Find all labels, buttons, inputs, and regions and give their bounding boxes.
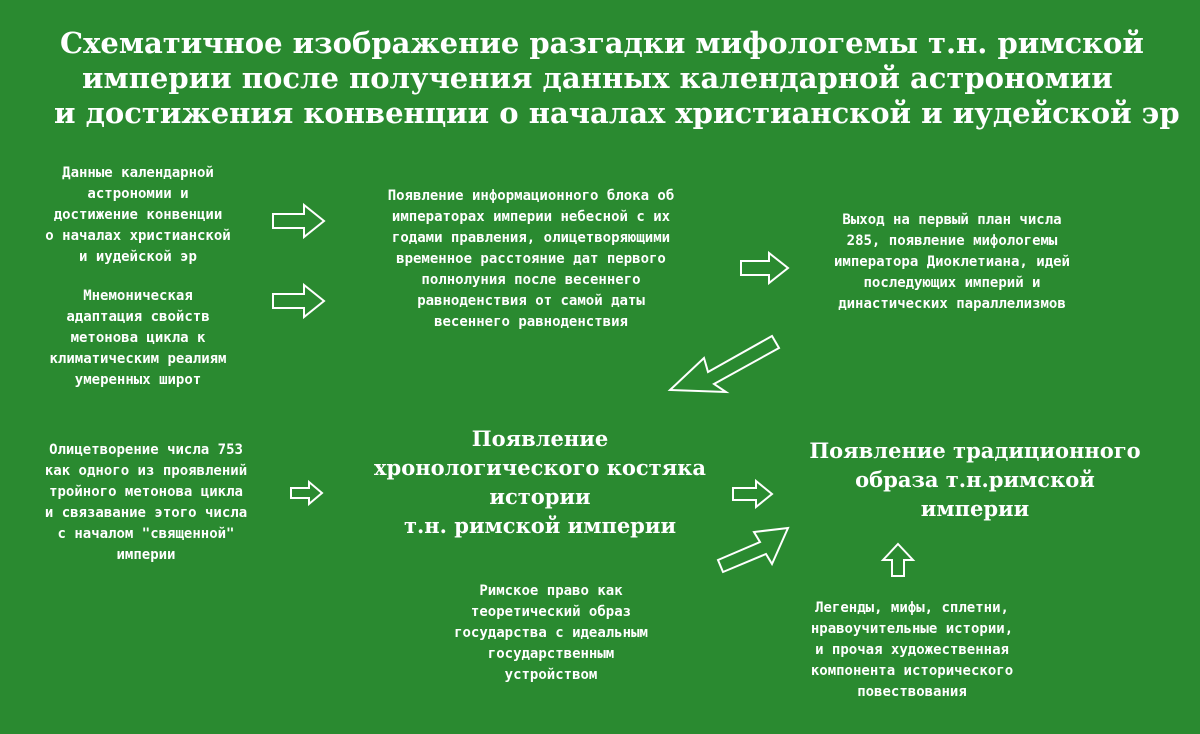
block-number-285: [792, 210, 1112, 315]
block-line: империи: [920, 496, 1030, 521]
block-line: т.н. римской империи: [403, 513, 677, 538]
title-line-3: и достижения конвенции о началах христианской и иудейской эр: [54, 96, 1180, 130]
block-line: повествования: [857, 684, 967, 700]
block-line: Выход на первый план числа: [842, 212, 1062, 228]
block-info-block: [328, 186, 734, 333]
block-line: Легенды, мифы, сплетни,: [815, 600, 1009, 616]
block-line: Появление информационного блока об: [387, 188, 675, 204]
block-roman-law: [426, 581, 676, 686]
block-line: государственным: [487, 646, 615, 662]
block-line: Появление: [471, 426, 609, 451]
block-line: истории: [489, 484, 591, 509]
block-line: образа т.н.римской: [855, 467, 1095, 492]
block-legends: [762, 598, 1062, 703]
block-number-753: [12, 440, 280, 566]
block-line: метонова цикла к: [70, 330, 206, 346]
block-line: императорах империи небесной с их: [391, 209, 671, 225]
right-arrow-icon: [740, 251, 790, 285]
diagram-title: [30, 26, 1180, 131]
block-line: умеренных широт: [74, 372, 202, 388]
block-line: и прочая художественная: [815, 642, 1009, 658]
block-line: с началом "священной": [57, 526, 235, 542]
block-line: и иудейской эр: [78, 249, 197, 265]
block-line: государства с идеальным: [454, 625, 648, 641]
block-line: 285, появление мифологемы: [846, 233, 1058, 249]
block-line: временное расстояние дат первого: [396, 251, 666, 267]
block-line: как одного из проявлений: [44, 463, 248, 479]
block-line: полнолуния после весеннего: [421, 272, 641, 288]
block-line: астрономии и: [87, 186, 189, 202]
block-line: тройного метонова цикла: [49, 484, 243, 500]
block-line: нравоучительные истории,: [810, 621, 1014, 637]
block-calendar-astronomy: [18, 163, 258, 268]
block-line: империи: [116, 547, 176, 563]
block-line: Появление традиционного: [809, 438, 1141, 463]
right-arrow-icon: [272, 203, 326, 239]
block-chronological-core: [340, 424, 740, 540]
block-line: климатическим реалиям: [49, 351, 227, 367]
block-line: и связавание этого числа: [44, 505, 248, 521]
block-line: теоретический образ: [470, 604, 632, 620]
block-line: весеннего равноденствия: [434, 314, 628, 330]
block-line: Данные календарной: [62, 165, 214, 181]
block-line: устройством: [504, 667, 598, 683]
block-line: адаптация свойств: [66, 309, 210, 325]
block-mnemonic-adaptation: [8, 286, 268, 391]
title-line-2: империи после получения данных календарной астрономии: [82, 61, 1113, 95]
block-line: императора Диоклетиана, идей: [833, 254, 1070, 270]
up-arrow-icon: [881, 543, 915, 577]
block-line: равноденствия от самой даты: [417, 293, 645, 309]
right-arrow-icon: [272, 283, 326, 319]
diagonal-arrow-icon: [668, 334, 782, 394]
block-traditional-image: [780, 436, 1170, 523]
block-line: хронологического костяка: [374, 455, 706, 480]
block-line: годами правления, олицетворяющими: [391, 230, 671, 246]
right-arrow-icon: [290, 481, 324, 505]
block-line: компонента исторического: [810, 663, 1014, 679]
block-line: Олицетворение числа 753: [49, 442, 243, 458]
block-line: последующих империй и: [863, 275, 1041, 291]
block-line: достижение конвенции: [53, 207, 223, 223]
block-line: династических параллелизмов: [838, 296, 1066, 312]
block-line: Римское право как: [479, 583, 623, 599]
right-arrow-icon: [732, 480, 774, 508]
block-line: Мнемоническая: [83, 288, 193, 304]
title-line-1: Схематичное изображение разгадки мифологемы т.н. римской: [60, 26, 1144, 60]
diagonal-arrow-icon: [716, 526, 790, 578]
block-line: о началах христианской: [45, 228, 231, 244]
